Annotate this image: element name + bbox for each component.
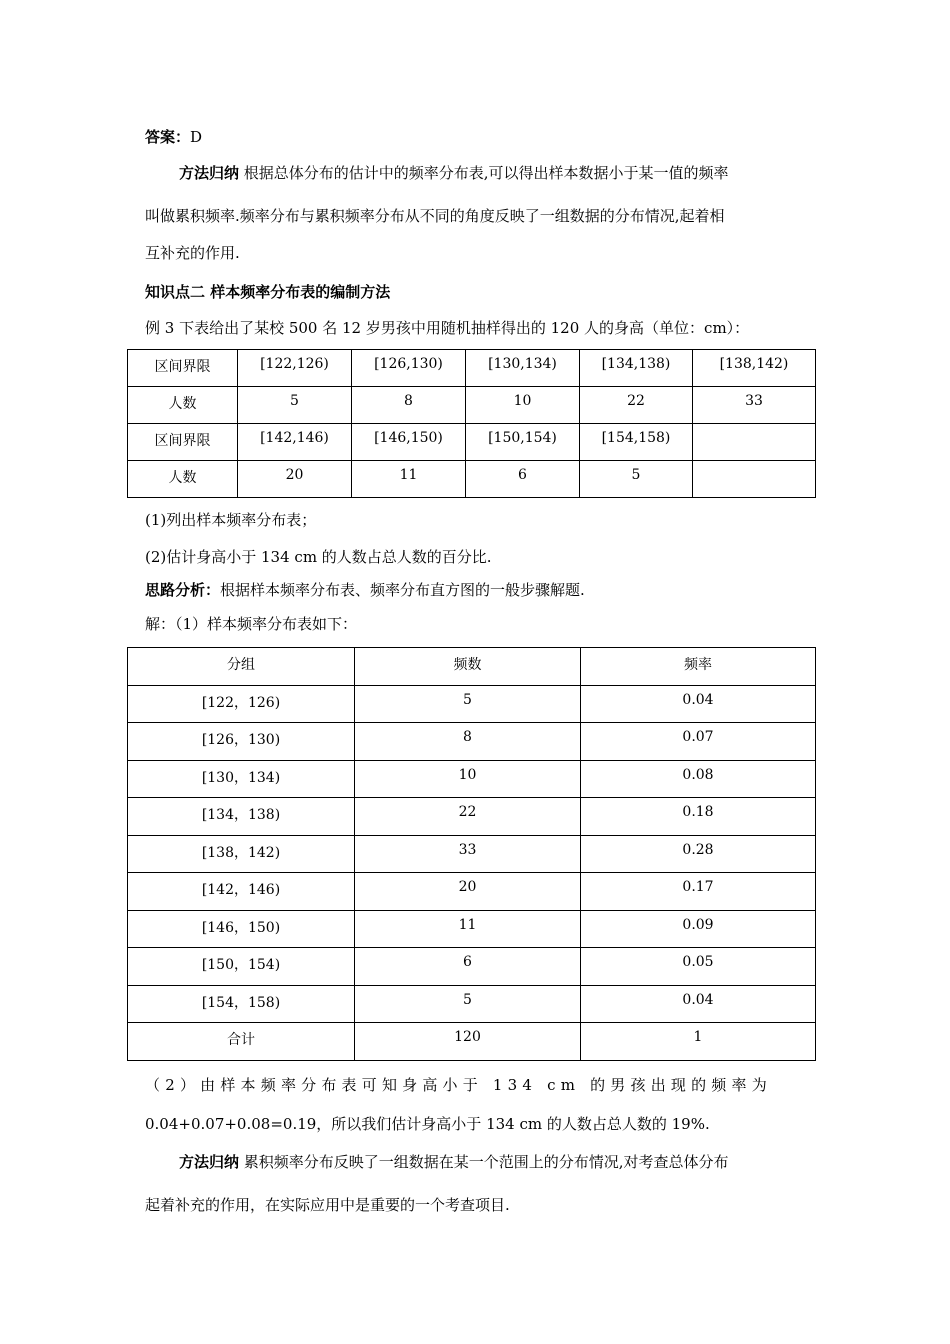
table-cell: 合计: [128, 1023, 355, 1061]
table-header-row: [128, 648, 816, 686]
table-cell: 6: [466, 461, 580, 498]
part2-line1: （2）由样本频率分布表可知身高小于 134 cm 的男孩出现的频率为: [145, 1076, 772, 1094]
table-row: [128, 985, 816, 1023]
table-cell: 20: [238, 461, 352, 498]
question-1: (1)列出样本频率分布表；: [145, 511, 317, 529]
table-cell: [142，146): [128, 873, 355, 911]
column-header: 分组: [128, 648, 355, 686]
table-row: [128, 461, 816, 498]
table-cell: 5: [238, 387, 352, 424]
table-cell: 1: [581, 1023, 816, 1061]
table-cell: 8: [352, 387, 466, 424]
table-cell: [134，138): [128, 798, 355, 836]
table-row: [128, 760, 816, 798]
table-cell: [154,158): [580, 424, 693, 461]
table-row: [128, 723, 816, 761]
table-cell: 6: [355, 948, 581, 986]
analysis-label: 思路分析：: [145, 581, 221, 599]
table-cell: 22: [580, 387, 693, 424]
analysis-text: 根据样本频率分布表、频率分布直方图的一般步骤解题.: [220, 581, 585, 599]
table-cell: [146,150): [352, 424, 466, 461]
table-cell: 0.05: [581, 948, 816, 986]
analysis-line: [145, 580, 585, 600]
table-row: [128, 798, 816, 836]
solution-line: 解：（1）样本频率分布表如下：: [145, 615, 358, 633]
answer-label: 答案：: [145, 128, 191, 146]
row-header-cell: 人数: [128, 461, 238, 498]
table-cell: 0.04: [581, 985, 816, 1023]
table-cell: 0.07: [581, 723, 816, 761]
table-cell: 5: [355, 985, 581, 1023]
table-cell: [130,134): [466, 350, 580, 387]
table-cell: [154，158): [128, 985, 355, 1023]
question-2: (2)估计身高小于 134 cm 的人数占总人数的百分比.: [145, 548, 492, 566]
height-data-table: [127, 349, 816, 498]
table-cell: 11: [352, 461, 466, 498]
method-summary-2-label: 方法归纳: [179, 1153, 240, 1171]
table-cell: 10: [355, 760, 581, 798]
column-header: 频率: [581, 648, 816, 686]
example-text: 例 3 下表给出了某校 500 名 12 岁男孩中用随机抽样得出的 120 人的身高（单位：cm）：: [145, 319, 750, 337]
method-summary-1-line2: 叫做累积频率.频率分布与累积频率分布从不同的角度反映了一组数据的分布情况,起着相: [145, 207, 725, 225]
method-summary-1-line3: 互补充的作用.: [145, 244, 240, 262]
table-cell: 0.08: [581, 760, 816, 798]
answer-value: D: [190, 128, 203, 146]
table-cell: [693, 424, 816, 461]
table-cell: [693, 461, 816, 498]
table-cell: [150，154): [128, 948, 355, 986]
table-cell: 0.17: [581, 873, 816, 911]
table-cell: [122，126): [128, 685, 355, 723]
table-cell: 120: [355, 1023, 581, 1061]
table-row: [128, 1023, 816, 1061]
table-cell: 0.18: [581, 798, 816, 836]
table-row: [128, 424, 816, 461]
table-cell: [130，134): [128, 760, 355, 798]
section-title: 知识点二 样本频率分布表的编制方法: [145, 283, 391, 301]
method-summary-2-line2: 起着补充的作用，在实际应用中是重要的一个考查项目.: [145, 1196, 510, 1214]
row-header-cell: 区间界限: [128, 424, 238, 461]
table-row: [128, 387, 816, 424]
table-cell: 5: [580, 461, 693, 498]
table-cell: [142,146): [238, 424, 352, 461]
table-cell: [138，142): [128, 835, 355, 873]
table-cell: [126，130): [128, 723, 355, 761]
table-cell: 33: [693, 387, 816, 424]
table-row: [128, 873, 816, 911]
table-row: [128, 685, 816, 723]
table-cell: [126,130): [352, 350, 466, 387]
table-cell: 11: [355, 910, 581, 948]
method-summary-1-label: 方法归纳: [179, 164, 240, 182]
row-header-cell: 人数: [128, 387, 238, 424]
table-cell: 33: [355, 835, 581, 873]
part2-line2: 0.04+0.07+0.08=0.19，所以我们估计身高小于 134 cm 的人数占总人数的 19%.: [145, 1115, 710, 1133]
table-cell: 0.09: [581, 910, 816, 948]
table-row: [128, 350, 816, 387]
column-header: 频数: [355, 648, 581, 686]
table-cell: [134,138): [580, 350, 693, 387]
frequency-distribution-table: [127, 647, 816, 1061]
table-cell: [138,142): [693, 350, 816, 387]
table-cell: [146，150): [128, 910, 355, 948]
row-header-cell: 区间界限: [128, 350, 238, 387]
method-summary-1-line1: 方法归纳 根据总体分布的估计中的频率分布表,可以得出样本数据小于某一值的频率: [179, 164, 729, 182]
table-cell: [122,126): [238, 350, 352, 387]
table-cell: 20: [355, 873, 581, 911]
table-cell: 5: [355, 685, 581, 723]
table-row: [128, 910, 816, 948]
table-row: [128, 835, 816, 873]
answer-line: [145, 127, 202, 147]
table-cell: 8: [355, 723, 581, 761]
table-cell: 22: [355, 798, 581, 836]
table-cell: 0.28: [581, 835, 816, 873]
method-summary-2-line1: 方法归纳 累积频率分布反映了一组数据在某一个范围上的分布情况,对考查总体分布: [179, 1153, 729, 1171]
table-cell: [150,154): [466, 424, 580, 461]
table-row: [128, 948, 816, 986]
table-cell: 10: [466, 387, 580, 424]
table-cell: 0.04: [581, 685, 816, 723]
